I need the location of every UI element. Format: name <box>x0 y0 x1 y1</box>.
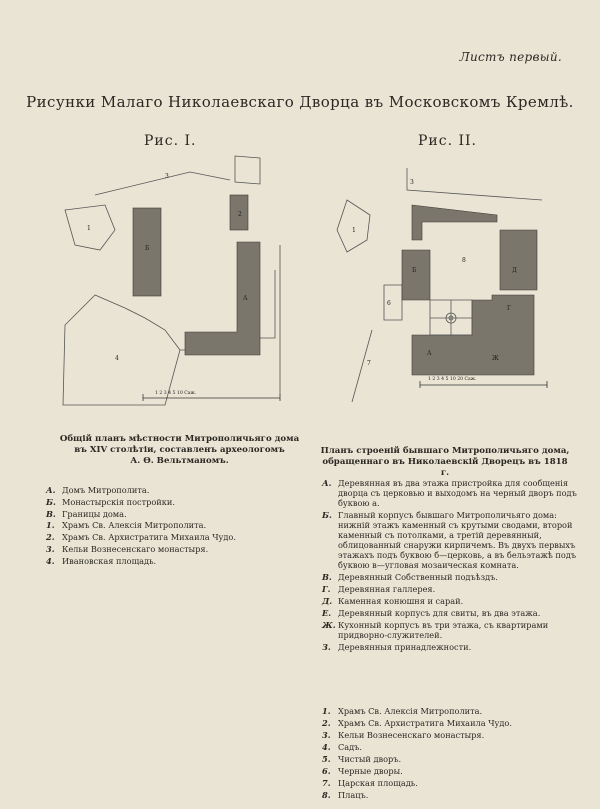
legend-text: Домъ Митрополита. <box>62 485 150 495</box>
legend-item <box>322 730 577 740</box>
map-label: Г <box>507 305 511 312</box>
figure-2-caption <box>318 446 572 479</box>
map-label: 1 <box>87 225 91 232</box>
legend-text: Плацъ. <box>338 790 369 800</box>
building-block <box>133 208 161 296</box>
caption-line: Общій планъ мѣстности Митрополичьяго дома <box>59 434 300 444</box>
figure-1-legend-numbers <box>46 520 296 568</box>
figure-2-label: Рис. II. <box>418 133 478 149</box>
legend-item <box>322 584 577 594</box>
building-outline <box>337 200 370 252</box>
legend-text: Каменная конюшня и сарай. <box>338 596 464 606</box>
map-label: 1 <box>352 227 356 234</box>
legend-item <box>322 478 577 508</box>
legend-text: Кухонный корпусъ въ три этажа, съ квартирами придворно-служителей. <box>338 620 549 640</box>
legend-text: Главный корпусъ бывшаго Митрополичьяго дома: нижній этажъ каменный съ крутыми сводами, второй каменный съ потолками, а третій деревянный, облицованный снаружи кирпичемъ. Въ двухъ первыхъ этажахъ подъ буквою б—церковь, а въ бельэтажѣ подъ буквою в—угловая мозаическая комната. <box>338 510 577 570</box>
legend-text: Деревянная въ два этажа пристройка для сообщенія дворца съ церковью и выходомъ на черный дворъ подъ буквою а. <box>338 478 577 508</box>
scale-label: 1 2 3 4 5 10 Саж. <box>155 391 197 396</box>
caption-line: А. Ѳ. Вельтманомъ. <box>130 456 229 466</box>
page-title: Рисунки Малаго Николаевскаго Дворца въ Московскомъ Кремлѣ. <box>26 93 574 111</box>
map-label: 2 <box>238 211 242 218</box>
figure-1-label: Рис. I. <box>144 133 197 149</box>
map-label: 6 <box>387 300 391 307</box>
caption-line: Планъ строеній бывшаго Митрополичьяго дома, <box>320 446 570 456</box>
legend-key: Д. <box>322 596 333 606</box>
boundary-line <box>95 172 230 195</box>
legend-key: В. <box>46 509 56 519</box>
map-label: А <box>243 295 248 302</box>
map-label: 7 <box>367 360 371 367</box>
legend-text: Кельи Вознесенскаго монастыря. <box>338 730 485 740</box>
map-label: Б <box>412 267 417 274</box>
legend-key: 7. <box>322 778 331 788</box>
building-block <box>185 242 260 355</box>
caption-line: въ XIV столѣтіи, составленъ археологомъ <box>74 445 285 455</box>
legend-key: 1. <box>322 706 331 716</box>
figure-1-caption <box>52 434 307 467</box>
map-label: Д <box>512 267 517 274</box>
legend-key: Ж. <box>322 620 336 630</box>
legend-key: 3. <box>46 544 55 554</box>
legend-key: Б. <box>322 510 332 520</box>
legend-item <box>322 572 577 582</box>
legend-text: Храмъ Св. Алексія Митрополита. <box>62 520 207 530</box>
scale-label: 1 2 3 4 5 10 20 Саж. <box>428 377 477 382</box>
legend-key: В. <box>322 572 332 582</box>
map-label: 3 <box>410 179 414 186</box>
legend-item <box>322 778 577 788</box>
legend-item <box>46 497 296 507</box>
legend-text: Ивановская площадь. <box>62 556 157 566</box>
legend-text: Храмъ Св. Архистратига Михаила Чудо. <box>62 532 236 542</box>
area-outline <box>63 295 180 405</box>
legend-key: Б. <box>46 497 56 507</box>
legend-item <box>46 556 296 566</box>
legend-key: А. <box>322 478 332 488</box>
legend-key: А. <box>46 485 56 495</box>
map-label: А <box>427 350 432 357</box>
legend-text: Садъ. <box>338 742 362 752</box>
legend-key: З. <box>322 642 331 652</box>
legend-text: Храмъ Св. Архистратига Михаила Чудо. <box>338 718 512 728</box>
legend-text: Деревянныя принадлежности. <box>338 642 472 652</box>
sheet-label: Листъ первый. <box>459 50 562 64</box>
legend-text: Деревянный Собственный подъѣздъ. <box>338 572 498 582</box>
legend-item <box>322 620 577 640</box>
legend-item <box>46 544 296 554</box>
legend-item <box>322 754 577 764</box>
legend-key: 3. <box>322 730 331 740</box>
legend-text: Монастырскія постройки. <box>62 497 175 507</box>
building-block <box>412 205 497 240</box>
legend-text: Царская площадь. <box>338 778 418 788</box>
figure-2-plan <box>312 160 562 402</box>
legend-text: Черные дворы. <box>338 766 403 776</box>
legend-key: 2. <box>322 718 331 728</box>
legend-text: Границы дома. <box>62 509 127 519</box>
figure-1-plan <box>55 150 305 410</box>
map-label: 3 <box>165 173 169 180</box>
legend-key: 6. <box>322 766 331 776</box>
legend-key: Е. <box>322 608 332 618</box>
legend-text: Деревянная галлерея. <box>338 584 436 594</box>
legend-item <box>322 718 577 728</box>
legend-item <box>46 520 296 530</box>
legend-item <box>46 509 296 519</box>
map-label: Ж <box>492 355 499 362</box>
legend-item <box>322 642 577 652</box>
building-block <box>402 250 430 300</box>
legend-key: Г. <box>322 584 331 594</box>
legend-item <box>322 510 577 570</box>
legend-key: 8. <box>322 790 331 800</box>
building-block <box>500 230 537 290</box>
legend-text: Храмъ Св. Алексія Митрополита. <box>338 706 483 716</box>
legend-item <box>46 485 296 495</box>
garden <box>430 300 472 335</box>
legend-key: 4. <box>322 742 331 752</box>
building-outline <box>235 156 260 184</box>
legend-key: 1. <box>46 520 55 530</box>
legend-item <box>322 706 577 716</box>
legend-key: 2. <box>46 532 55 542</box>
map-label: Б <box>145 245 150 252</box>
legend-text: Чистый дворъ. <box>338 754 402 764</box>
legend-item <box>46 532 296 542</box>
figure-2-legend-letters <box>322 478 577 654</box>
figure-1-legend-letters <box>46 485 296 521</box>
legend-text: Кельи Вознесенскаго монастыря. <box>62 544 209 554</box>
legend-item <box>322 742 577 752</box>
legend-item <box>322 766 577 776</box>
caption-line: обращеннаго въ Николаевскій Дворецъ въ 1818 г. <box>322 457 568 478</box>
scale-bar <box>420 381 547 388</box>
figure-2-legend-numbers <box>322 706 577 802</box>
map-label: 4 <box>115 355 119 362</box>
legend-key: 4. <box>46 556 55 566</box>
legend-item <box>322 790 577 800</box>
boundary-line <box>407 168 542 200</box>
legend-key: 5. <box>322 754 331 764</box>
map-label: 8 <box>462 257 466 264</box>
legend-item <box>322 596 577 606</box>
legend-text: Деревянный корпусъ для свиты, въ два этажа. <box>338 608 541 618</box>
legend-item <box>322 608 577 618</box>
